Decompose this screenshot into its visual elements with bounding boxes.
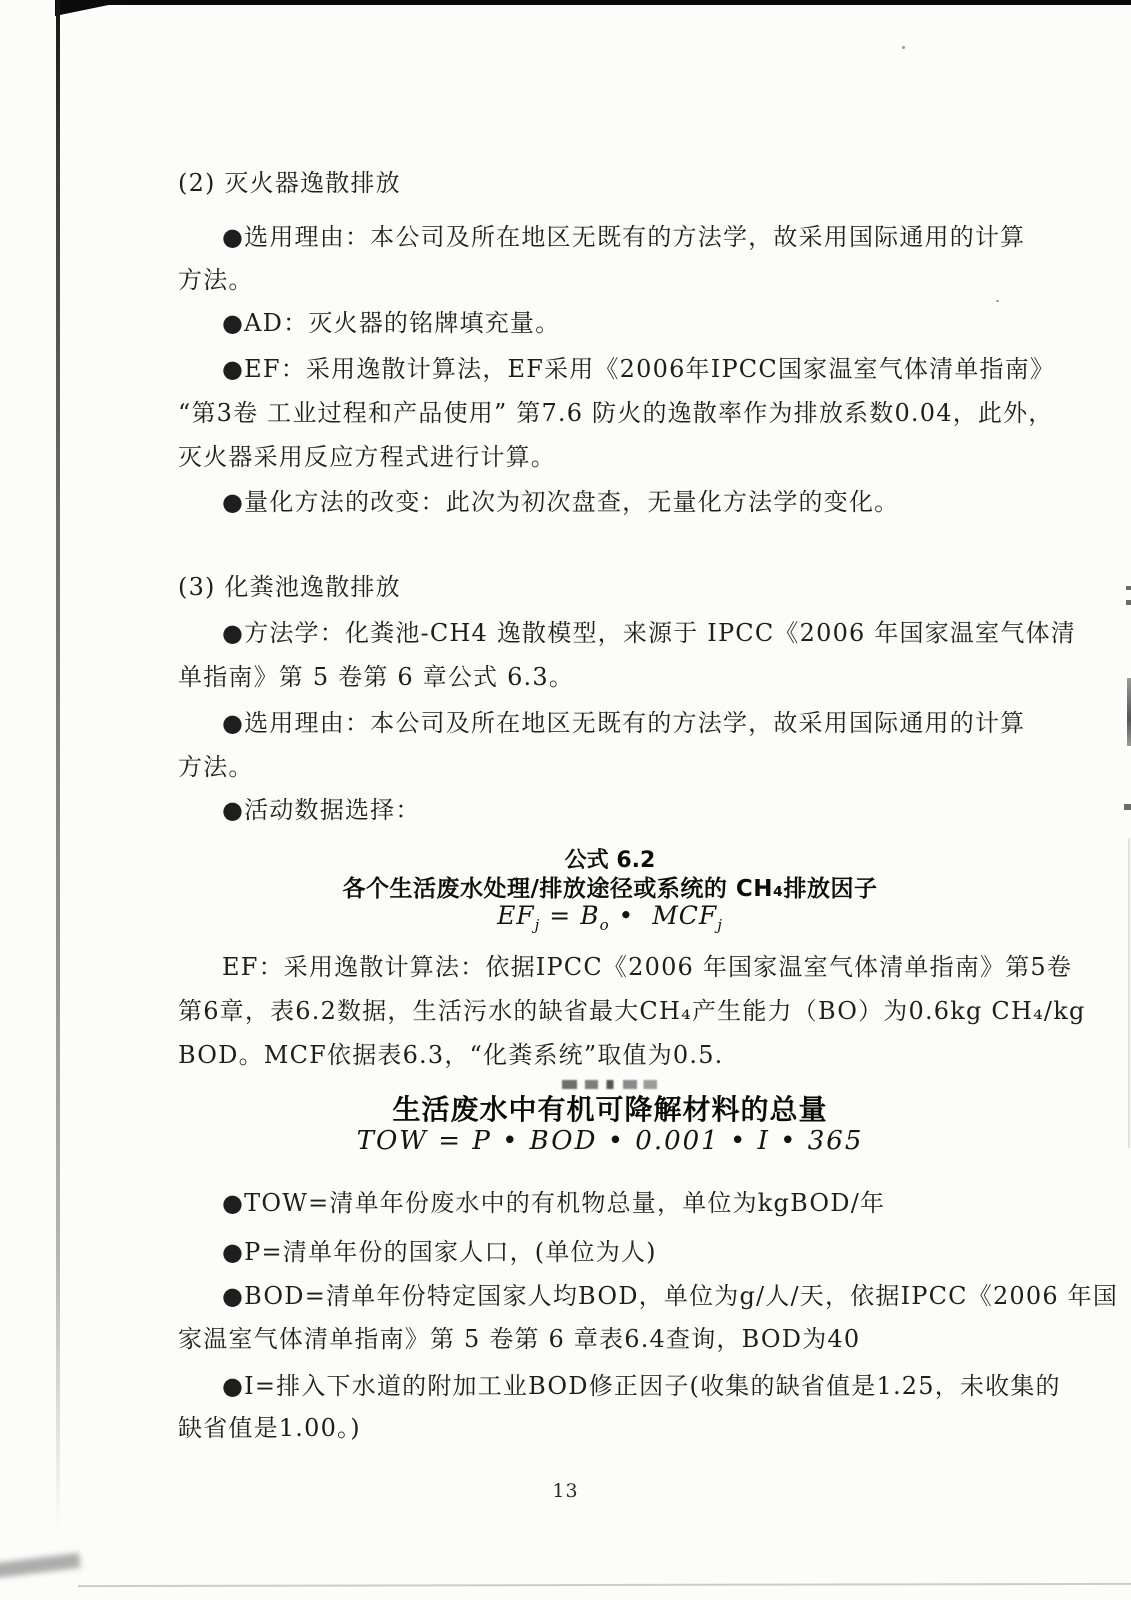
activity-data-bullet: ●活动数据选择： (222, 796, 421, 824)
ef-line-2: “第3卷 工业过程和产品使用” 第7.6 防火的逸散率作为排放系数0.04，此外， (178, 399, 1054, 427)
scan-bottom-edge-line (78, 1583, 1131, 1587)
ef-line-3: 灭火器采用反应方程式进行计算。 (178, 443, 556, 471)
reason-bullet-line-1: ●选用理由：本公司及所在地区无既有的方法学，故采用国际通用的计算 (222, 223, 1026, 251)
quantification-change-bullet: ●量化方法的改变：此次为初次盘查，无量化方法学的变化。 (222, 488, 900, 516)
dot-operator: • (618, 901, 635, 930)
reason-continuation: 方法。 (178, 266, 254, 294)
i-definition-line-2: 缺省值是1.00。) (178, 1414, 361, 1442)
scan-right-mark (1126, 600, 1131, 605)
tow-heading: 生活废水中有机可降解材料的总量 (392, 1093, 828, 1126)
scan-binding-edge-line (56, 0, 60, 1530)
scan-right-mark (1124, 804, 1131, 810)
methodology-line-2: 单指南》第 5 卷第 6 章公式 6.3。 (178, 663, 575, 691)
ef-paragraph-line-2: 第6章，表6.2数据，生活污水的缺省最大CH₄产生能力（BO）为0.6kg CH₄/kg (178, 997, 1086, 1025)
reason2-bullet-line-1: ●选用理由：本公司及所在地区无既有的方法学，故采用国际通用的计算 (222, 709, 1026, 737)
bo-subscript: o (599, 916, 610, 934)
mcf-term: MCF (652, 901, 718, 930)
formula-6-2-label: 公式 6.2 (564, 848, 656, 873)
ef-bullet-line-1: ●EF：采用逸散计算法，EF采用《2006年IPCC国家温室气体清单指南》 (222, 355, 1056, 383)
section-3-heading: (3) 化粪池逸散排放 (178, 573, 401, 601)
p-definition-bullet: ●P=清单年份的国家人口，(单位为人) (222, 1238, 657, 1266)
tow-definition-bullet: ●TOW=清单年份废水中的有机物总量，单位为kgBOD/年 (222, 1189, 886, 1217)
ad-bullet: ●AD：灭火器的铭牌填充量。 (222, 309, 561, 337)
page-number: 13 (552, 1480, 579, 1502)
bo-term: B (580, 901, 600, 930)
ef-paragraph-line-3: BOD。MCF依据表6.3，“化粪系统”取值为0.5. (178, 1041, 724, 1069)
scan-top-edge (55, 0, 1131, 5)
equals-sign: = (549, 901, 572, 930)
scan-bottom-corner-shadow (0, 1553, 81, 1578)
tow-equation: TOW = P • BOD • 0.001 • I • 365 (356, 1126, 864, 1156)
scan-right-mark (1127, 678, 1131, 746)
formula-6-2-equation (178, 901, 1042, 934)
bod-definition-bullet-line-1: ●BOD=清单年份特定国家人均BOD，单位为g/人/天，依据IPCC《2006 年国 (222, 1282, 1119, 1310)
formula-6-2-title: 各个生活废水处理/排放途径或系统的 CH₄排放因子 (342, 876, 878, 902)
mcf-subscript: j (717, 916, 723, 934)
bod-definition-line-2: 家温室气体清单指南》第 5 卷第 6 章表6.4查询，BOD为40 (178, 1325, 861, 1353)
methodology-bullet-line-1: ●方法学：化粪池-CH4 逸散模型，来源于 IPCC《2006 年国家温室气体清 (222, 619, 1076, 647)
ef-subscript: j (534, 916, 541, 934)
section-2-heading: (2) 灭火器逸散排放 (178, 169, 401, 197)
scan-right-mark (1126, 586, 1131, 590)
ef-paragraph-line-1: EF：采用逸散计算法：依据IPCC《2006 年国家温室气体清单指南》第5卷 (222, 953, 1073, 981)
reason2-continuation: 方法。 (178, 753, 254, 781)
scan-right-edge-line (1128, 838, 1130, 1148)
scan-speck (902, 46, 905, 49)
ef-term: EF (497, 901, 535, 930)
i-definition-bullet-line-1: ●I=排入下水道的附加工业BOD修正因子(收集的缺省值是1.25，未收集的 (222, 1372, 1061, 1400)
scan-speck (996, 300, 999, 302)
